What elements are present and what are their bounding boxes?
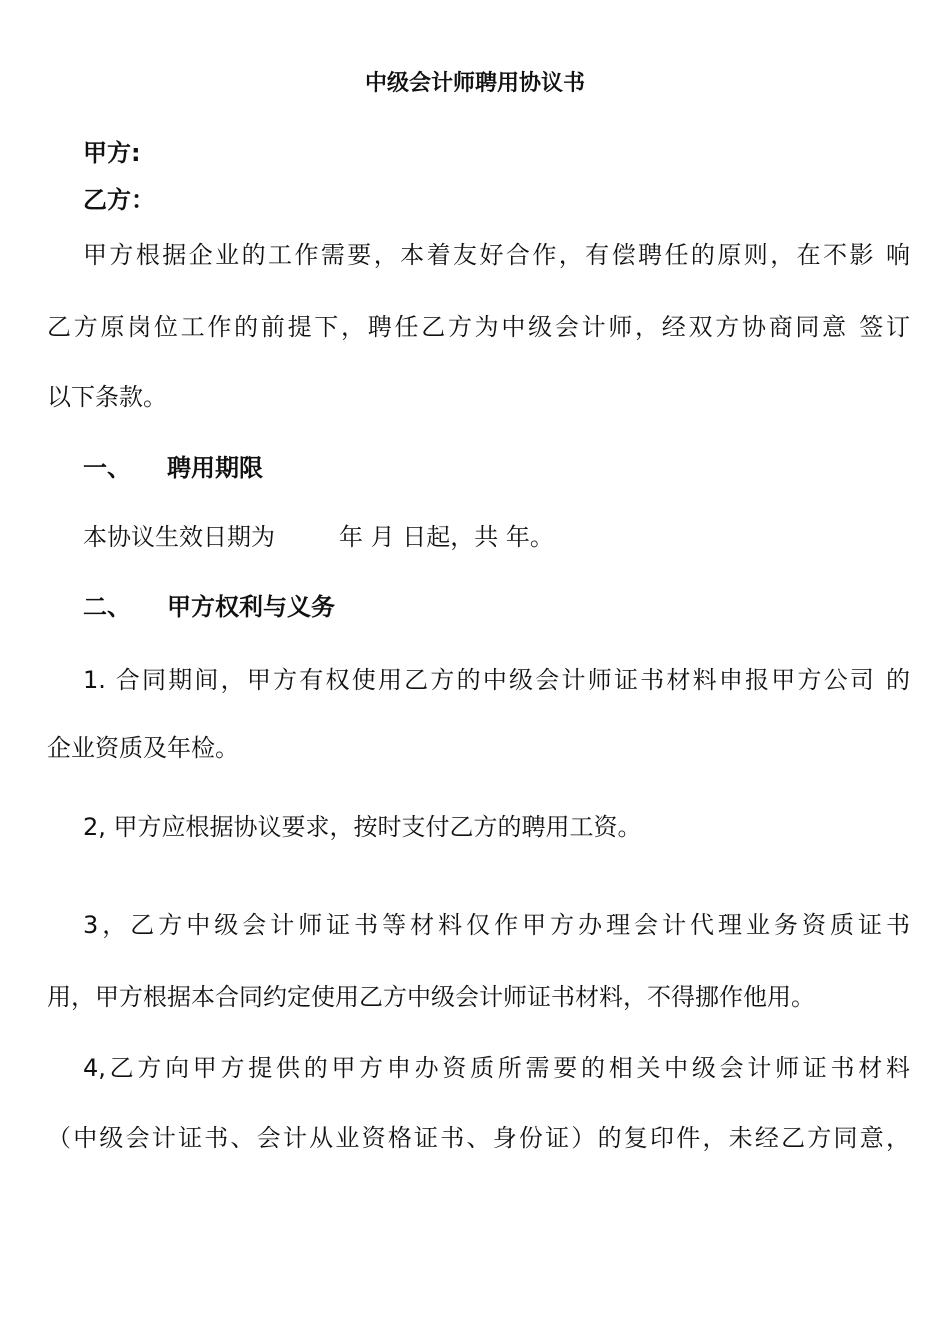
intro-line-2: 乙方原岗位工作的前提下，聘任乙方为中级会计师，经双方协商同意 签订 xyxy=(47,313,910,341)
item-3-line-1: 3，乙方中级会计师证书等材料仅作甲方办理会计代理业务资质证书 xyxy=(83,911,910,939)
section-2-title: 甲方权利与义务 xyxy=(167,593,335,621)
item-4-line-1: 4,乙方向甲方提供的甲方申办资质所需要的相关中级会计师证书材料 xyxy=(83,1054,910,1082)
item-3-line-2: 用，甲方根据本合同约定使用乙方中级会计师证书材料，不得挪作他用。 xyxy=(47,983,815,1011)
section-2-heading xyxy=(83,592,335,622)
section-1-heading xyxy=(83,453,263,483)
effective-date-suffix: 年 月 日起，共 年。 xyxy=(339,523,554,551)
intro-line-1: 甲方根据企业的工作需要，本着友好合作，有偿聘任的原则，在不影 响 xyxy=(83,241,910,269)
effective-date-prefix: 本协议生效日期为 xyxy=(83,523,275,551)
intro-line-3: 以下条款。 xyxy=(47,383,167,411)
section-2-number: 二、 xyxy=(83,593,131,621)
party-a-label: 甲方: xyxy=(83,139,141,167)
party-b-label: 乙方： xyxy=(83,186,155,214)
item-2-line-1: 2, 甲方应根据协议要求，按时支付乙方的聘用工资。 xyxy=(83,813,642,841)
item-4-line-2: （中级会计证书、会计从业资格证书、身份证）的复印件，未经乙方同意， xyxy=(47,1124,910,1152)
document-title: 中级会计师聘用协议书 xyxy=(364,71,585,96)
section-1-text xyxy=(83,522,554,552)
item-1-line-1: 1. 合同期间，甲方有权使用乙方的中级会计师证书材料申报甲方公司 的 xyxy=(83,666,910,694)
section-1-number: 一、 xyxy=(83,454,131,482)
item-1-line-2: 企业资质及年检。 xyxy=(47,734,239,762)
section-1-title: 聘用期限 xyxy=(167,454,263,482)
